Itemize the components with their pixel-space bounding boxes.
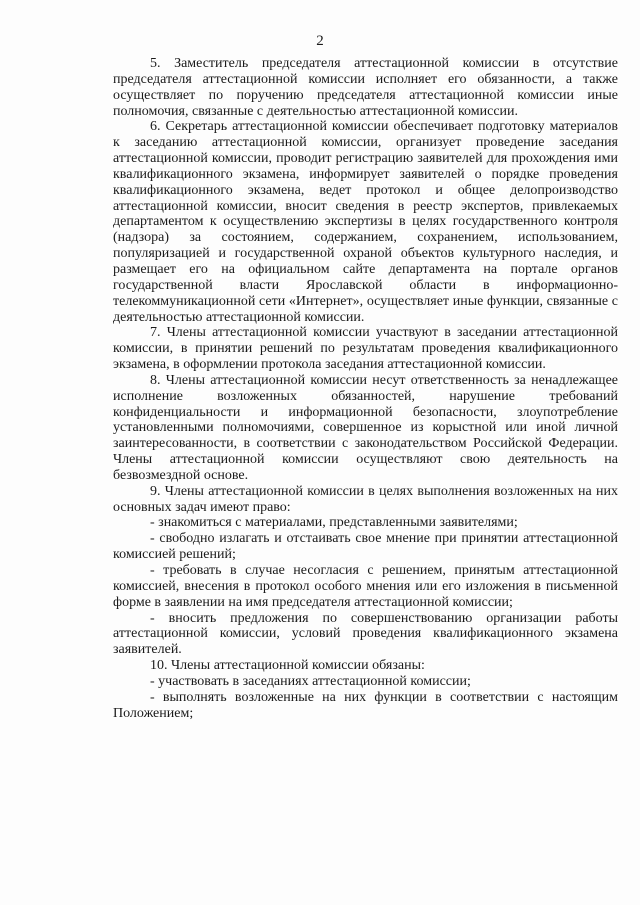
paragraph-9-item-1: - знакомиться с материалами, представленными заявителями; [150, 515, 518, 531]
page-number: 2 [316, 33, 324, 49]
paragraph-10-item-2: - выполнять возложенные на них функции в соответствии с настоящим Положением; [113, 689, 618, 721]
paragraph-8: 8. Члены аттестационной комиссии несут ответственность за ненадлежащее исполнение возложенных обязанностей, нарушение требований конфиденциальности и информационной безопасности, злоупотребление установленными полномочиями, совершенное из корыстной или иной личной заинтересованности, в соответствии с законодательством Российской Федерации. Члены аттестационной комиссии осуществляют свою деятельность на безвозмездной основе. [113, 372, 618, 483]
paragraph-7: 7. Члены аттестационной комиссии участвуют в заседании аттестационной комиссии, в принятии решений по результатам проведения квалификационного экзамена, в оформлении протокола заседания аттестационной комиссии. [113, 325, 618, 373]
paragraph-6: 6. Секретарь аттестационной комиссии обеспечивает подготовку материалов к заседанию аттестационной комиссии, организует проведение заседания аттестационной комиссии, проводит регистрацию заявителей для прохождения ими квалификационного экзамена, информирует заявителей о порядке проведения квалификационного экзамена, ведет протокол и общее делопроизводство аттестационной комиссии, вносит сведения в реестр экспертов, привлекаемых департаментом к осуществлению экспертизы в целях государственного контроля (надзора) за состоянием, содержанием, сохранением, использованием, популяризацией и государственной охраной объектов культурного наследия, и размещает его на официальном сайте департамента на портале органов государственной власти Ярославской области в информационно-телекоммуникационной сети «Интернет», осуществляет иные функции, связанные с деятельностью аттестационной комиссии. [113, 119, 618, 325]
paragraph-9-item-3: - требовать в случае несогласия с решением, принятым аттестационной комиссией, внесения в протокол особого мнения или его изложения в письменной форме в заявлении на имя председателя аттестационной комиссии; [113, 563, 618, 610]
paragraph-9-item-2: - свободно излагать и отстаивать свое мнение при принятии аттестационной комиссией решений; [113, 531, 618, 563]
paragraph-10: 10. Члены аттестационной комиссии обязаны: [150, 658, 425, 674]
paragraph-10-item-1: - участвовать в заседаниях аттестационной комиссии; [150, 673, 471, 689]
paragraph-9: 9. Члены аттестационной комиссии в целях выполнения возложенных на них основных задач имеют право: [113, 483, 618, 515]
paragraph-9-item-4: - вносить предложения по совершенствованию организации работы аттестационной комиссии, условий проведения квалификационного экзамена заявителей. [113, 610, 618, 658]
paragraph-5: 5. Заместитель председателя аттестационной комиссии в отсутствие председателя аттестационной комиссии исполняет его обязанности, а также осуществляет по поручению председателя аттестационной комиссии иные полномочия, связанные с деятельностью аттестационной комиссии. [113, 56, 618, 119]
document-body [113, 56, 618, 721]
